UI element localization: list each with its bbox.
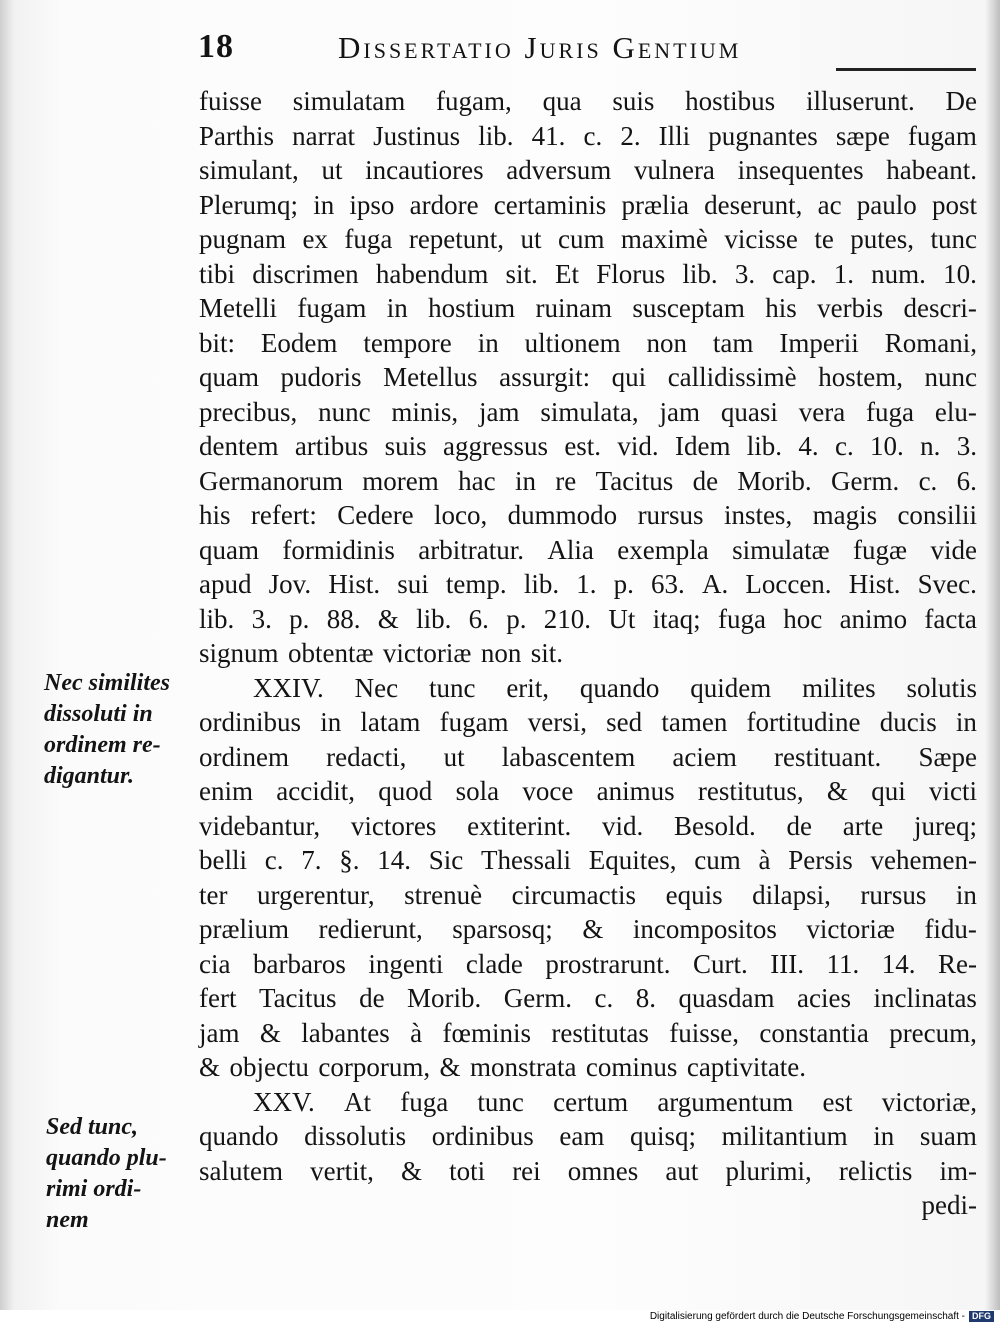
text-line: Metelli fugam in hostium ruinam susceptam his verbis descri- [199, 293, 977, 323]
footer [0, 1310, 1000, 1324]
text-line: Germanorum morem hac in re Tacitus de Morib. Germ. c. 6. [199, 465, 977, 496]
footer-text: Digitalisierung gefördert durch die Deutsche Forschungsgemeinschaft - [649, 1311, 965, 1322]
text-line: ter urgerentur, strenuè circumactis equis dilapsi, rursus in [199, 879, 977, 910]
text-line: lib. 3. p. 88. & lib. 6. p. 210. Ut itaq; fuga hoc animo facta [199, 603, 977, 634]
text-line: apud Jov. Hist. sui temp. lib. 1. p. 63. A. Loccen. Hist. Svec. [199, 569, 977, 599]
text-line: ordinibus in latam fugam versi, sed tamen fortitudine ducis in [199, 707, 977, 737]
body-text [199, 84, 977, 1223]
text-line: pedi- [921, 1190, 977, 1220]
margin-note-line: dissoluti in [44, 701, 153, 727]
dfg-logo: DFG [969, 1311, 994, 1322]
text-line: ordinem redacti, ut labascentem aciem restituant. Sæpe [199, 741, 977, 772]
text-line: Plerumq; in ipso ardore certaminis prælia deserunt, ac paulo post [199, 189, 977, 220]
text-line: & objectu corporum, & monstrata cominus captivitate. [199, 1052, 807, 1082]
text-line: cia barbaros ingenti clade prostrarunt. Curt. III. 11. 14. Re- [199, 948, 977, 979]
text-line: salutem vertit, & toti rei omnes aut plurimi, relictis im- [199, 1155, 977, 1186]
text-line: simulant, ut incautiores adversum vulnera insequentes habeant. [199, 155, 977, 185]
running-header [198, 28, 976, 72]
text-line: Parthis narrat Justinus lib. 41. c. 2. Illi pugnantes sæpe fugam [199, 120, 977, 151]
text-line: bit: Eodem tempore in ultionem non tam Imperii Romani, [199, 327, 977, 358]
page-number: 18 [198, 28, 234, 65]
text-line: precibus, nunc minis, jam simulata, jam quasi vera fuga elu- [199, 396, 977, 427]
text-line: tibi discrimen habendum sit. Et Florus lib. 3. cap. 1. num. 10. [199, 258, 977, 289]
margin-note-line: Nec similites [44, 670, 170, 696]
text-line: XXIV. Nec tunc erit, quando quidem milites solutis [253, 672, 977, 703]
margin-note-line: nem [46, 1207, 89, 1233]
margin-note-xxiv [44, 668, 184, 792]
text-line: dentem artibus suis aggressus est. vid. Idem lib. 4. c. 10. n. 3. [199, 431, 977, 461]
text-line: signum obtentæ victoriæ non sit. [199, 638, 564, 668]
margin-note-line: quando plu- [46, 1145, 167, 1171]
text-line: quam pudoris Metellus assurgit: qui callidissimè hostem, nunc [199, 362, 977, 392]
margin-note-xxv [46, 1112, 186, 1236]
margin-note-line: digantur. [44, 763, 135, 789]
text-line: fert Tacitus de Morib. Germ. c. 8. quasdam acies inclinatas [199, 983, 977, 1013]
margin-note-line: rimi ordi- [46, 1176, 142, 1202]
text-line: videbantur, victores extiterint. vid. Besold. de arte jureq; [199, 810, 977, 841]
text-line: quando dissolutis ordinibus eam quisq; militantium in suam [199, 1121, 977, 1151]
text-line: quam formidinis arbitratur. Alia exempla simulatæ fugæ vide [199, 534, 977, 565]
text-line: jam & labantes à fœminis restitutas fuisse, constantia precum, [199, 1017, 977, 1048]
text-line: XXV. At fuga tunc certum argumentum est victoriæ, [253, 1086, 977, 1117]
text-line: his refert: Cedere loco, dummodo rursus instes, magis consilii [199, 500, 977, 530]
margin-note-line: Sed tunc, [46, 1114, 139, 1140]
text-line: prælium redierunt, sparsosq; & incompositos victoriæ fidu- [199, 914, 977, 944]
header-rule [836, 68, 976, 71]
text-line: enim accidit, quod sola voce animus restitutus, & qui victi [199, 776, 977, 806]
text-line: belli c. 7. §. 14. Sic Thessali Equites, cum à Persis vehemen- [199, 845, 977, 875]
text-line: fuisse simulatam fugam, qua suis hostibus illuserunt. De [199, 86, 977, 116]
running-title: Dissertatio Juris Gentium [338, 30, 742, 65]
text-line: pugnam ex fuga repetunt, ut cum maximè vicisse te putes, tunc [199, 224, 977, 254]
margin-note-line: ordinem re- [44, 732, 161, 758]
